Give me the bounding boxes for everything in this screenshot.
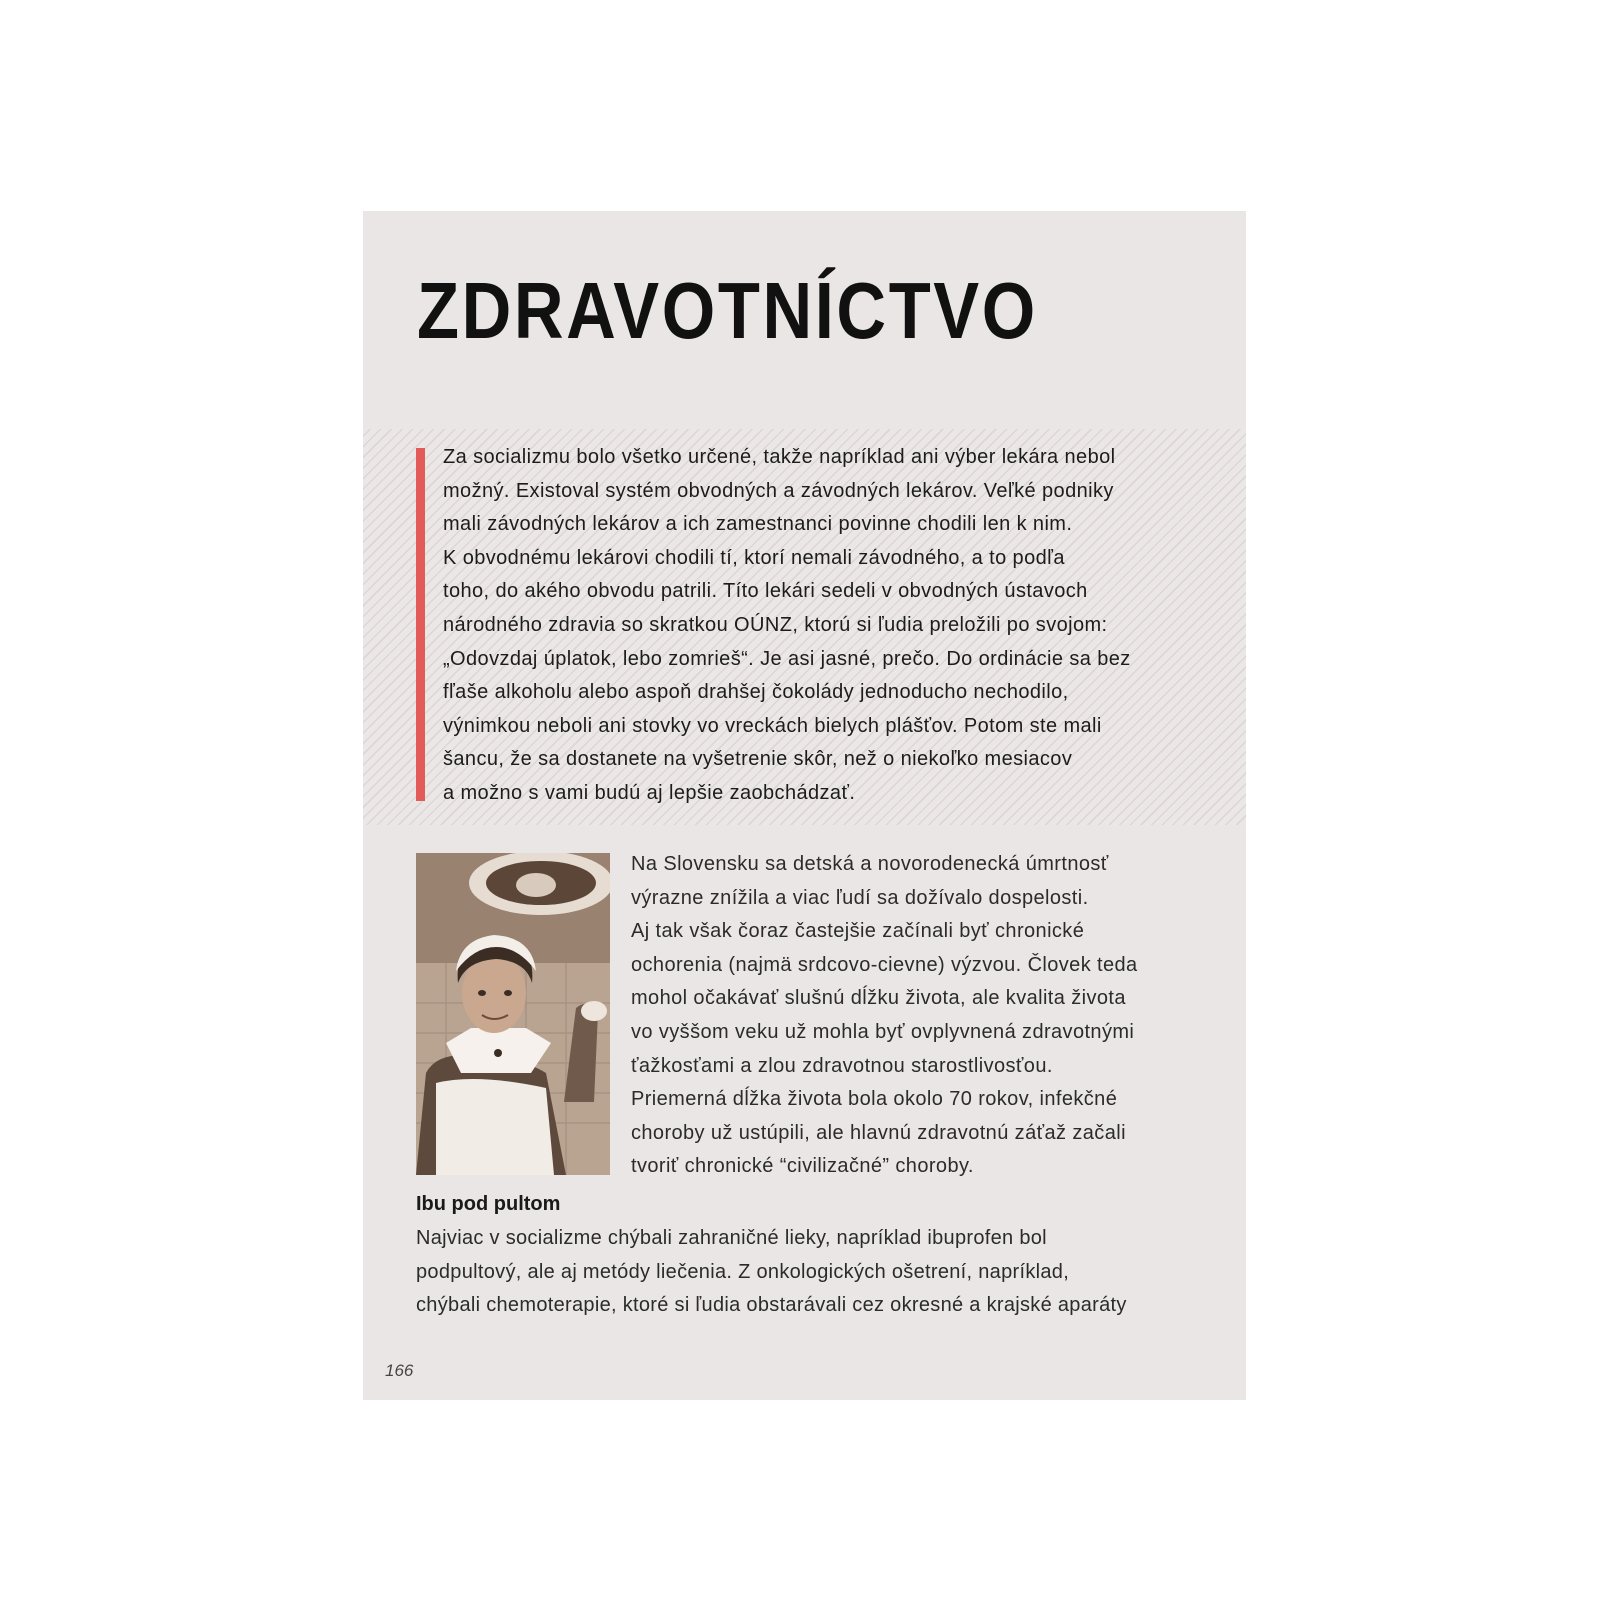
callout-box: [363, 429, 1246, 825]
page-number: 166: [385, 1361, 414, 1380]
section-text: Najviac v socializme chýbali zahraničné lieky, napríklad ibuprofen bol podpultový, ale aj metódy liečenia. Z onkologických ošetrení, napríklad, chýbali chemoterapie, ktoré si ľudia obstarávali cez okresné a krajské aparáty: [416, 1227, 1127, 1317]
section-heading: Ibu pod pultom: [416, 1193, 561, 1215]
book-page: [363, 211, 1246, 1400]
side-text: Na Slovensku sa detská a novorodenecká úmrtnosť výrazne znížila a viac ľudí sa dožívalo dospelosti. Aj tak však čoraz častejšie začínali byť chronické ochorenia (najmä srdcovo-cievne) výzvou. Človek teda mohol očakávať slušnú dĺžku života, ale kvalita života vo vyššom veku už mohla byť ovplyvnená zdravotnými ťažkosťami a zlou zdravotnou starostlivosťou. Priemerná dĺžka života bola okolo 70 rokov, infekčné choroby už ustúpili, ale hlavnú zdravotnú záťaž začali tvoriť chronické “civilizačné” choroby.: [631, 853, 1138, 1178]
callout-accent-bar: [416, 448, 425, 801]
callout-text: Za socializmu bolo všetko určené, takže napríklad ani výber lekára nebol možný. Existoval systém obvodných a závodných lekárov. Veľké podniky mali závodných lekárov a ich zamestnanci povinne chodili len k nim. K obvodnému lekárovi chodili tí, ktorí nemali závodného, a to podľa toho, do akého obvodu patrili. Títo lekári sedeli v obvodných ústavoch národného zdravia so skratkou OÚNZ, ktorú si ľudia preložili po svojom: „Odovzdaj úplatok, lebo zomrieš“. Je asi jasné, prečo. Do ordinácie sa bez fľaše alkoholu alebo aspoň drahšej čokolády jednoducho nechodilo, výnimkou neboli ani stovky vo vreckách bielych plášťov. Potom ste mali šancu, že sa dostanete na vyšetrenie skôr, než o niekoľko mesiacov a možno s vami budú aj lepšie zaobchádzať.: [443, 446, 1131, 804]
nurse-photo-illustration: [416, 853, 610, 1175]
nurse-photo: [416, 853, 610, 1175]
page-title: ZDRAVOTNÍCTVO: [417, 266, 1038, 355]
